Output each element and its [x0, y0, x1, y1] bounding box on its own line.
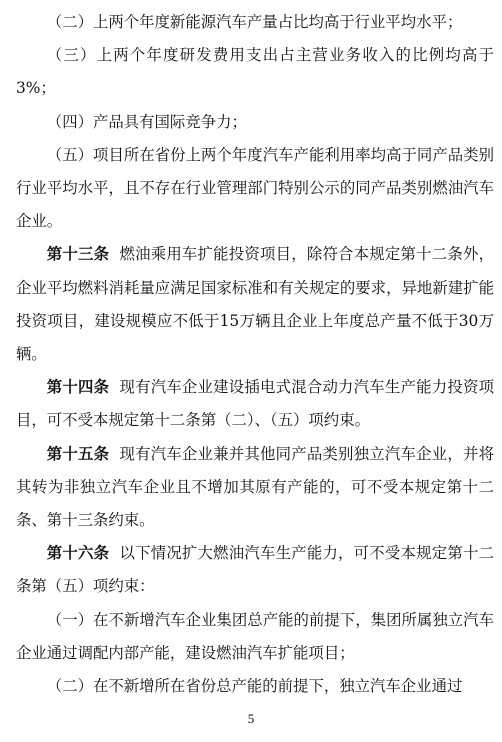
document-body — [16, 6, 494, 703]
article-16 — [16, 537, 494, 603]
paragraph-item-2 — [16, 6, 494, 39]
article-heading: 第十六条 — [46, 544, 110, 563]
paragraph-item-3 — [16, 39, 494, 105]
paragraph-item-4 — [16, 106, 494, 139]
paragraph-text: （二）上两个年度新能源汽车产量占比均高于行业平均水平； — [46, 13, 463, 31]
article-text: 现有汽车企业兼并其他同产品类别独立汽车企业，并将其转为非独立汽车企业且不增加其原有产能的，可不受本规定第十二条、第十三条约束。 — [16, 444, 494, 530]
article-text: 以下情况扩大燃油汽车生产能力，可不受本规定第十二条第（五）项约束： — [16, 544, 494, 596]
article-heading: 第十三条 — [46, 245, 110, 264]
paragraph-text: （三）上两个年度研发费用支出占主营业务收入的比例均高于3%； — [16, 46, 494, 98]
page-number: 5 — [247, 711, 255, 726]
article-13 — [16, 238, 494, 371]
article-text: 现有汽车企业建设插电式混合动力汽车生产能力投资项目，可不受本规定第十二条第（二）、（五）项约束。 — [16, 378, 494, 430]
article-14 — [16, 371, 494, 437]
article-heading: 第十四条 — [46, 378, 110, 397]
paragraph-text: （四）产品具有国际竞争力； — [46, 112, 247, 131]
article-heading: 第十五条 — [46, 444, 110, 463]
article-15 — [16, 438, 494, 538]
sub-item-1 — [16, 604, 494, 670]
paragraph-text: （一）在不新增汽车企业集团总产能的前提下，集团所属独立汽车企业通过调配内部产能，建设燃油汽车扩能项目； — [16, 610, 494, 662]
article-text: 燃油乘用车扩能投资项目，除符合本规定第十二条外，企业平均燃料消耗量应满足国家标准和有关规定的要求，异地新建扩能投资项目，建设规模应不低于15万辆且企业上年度总产量不低于30万辆。 — [16, 245, 494, 364]
sub-item-2 — [16, 670, 494, 703]
paragraph-item-5 — [16, 139, 494, 239]
paragraph-text: （二）在不新增所在省份总产能的前提下，独立汽车企业通过 — [46, 677, 463, 696]
paragraph-text: （五）项目所在省份上两个年度汽车产能利用率均高于同产品类别行业平均水平，且不存在行业管理部门特别公示的同产品类别燃油汽车企业。 — [16, 145, 494, 231]
